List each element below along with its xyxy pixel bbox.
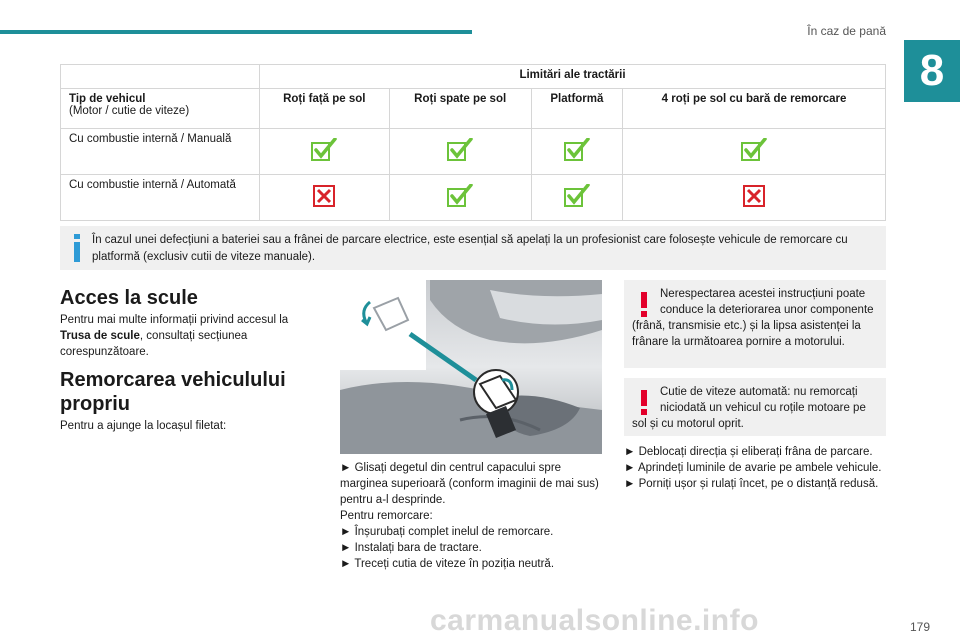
column-header: 4 roți pe sol cu bară de remorcare [623, 89, 886, 129]
step-text: ► Instalați bara de tractare. [340, 542, 482, 554]
tools-text: Pentru mai multe informații privind accesul la [60, 314, 289, 326]
mark-cell [623, 175, 886, 221]
warning-exclamation-icon [632, 286, 656, 318]
column-header: Platformă [531, 89, 622, 129]
check-icon [447, 184, 473, 208]
vehicle-type-label: Tip de vehicul [69, 93, 146, 105]
mark-cell [531, 129, 622, 175]
watermark: carmanualsonline.info [430, 604, 759, 637]
header-accent-bar [0, 30, 472, 34]
table-group-header: Limitări ale tractării [260, 65, 886, 89]
step-text: ► Înșurubați complet inelul de remorcare. [340, 526, 554, 538]
check-icon [311, 138, 337, 162]
cross-icon [743, 185, 765, 207]
mark-cell [260, 175, 390, 221]
step-text: Pentru remorcare: [340, 510, 433, 522]
vehicle-type-header [61, 89, 260, 129]
warning-text: Nerespectarea acestei instrucțiuni poate conduce la deteriorarea unor componente (frână, transmisie etc.) și la lipsa asistenței la frânare la următoarea pornire a motorului. [632, 288, 874, 348]
info-icon [72, 234, 82, 262]
warning-box [624, 378, 886, 436]
mark-cell [623, 129, 886, 175]
mark-cell [389, 175, 531, 221]
info-note-box [60, 226, 886, 270]
tools-heading: Acces la scule [60, 287, 198, 309]
tools-link-text: Trusa de scule [60, 330, 140, 342]
info-note-text: În cazul unei defecțiuni a bateriei sau a frânei de parcare electrice, este esențial să apelați la un profesionist care folosește vehicule de remorcare cu platformă (exclusiv cutii de viteze manuale). [92, 234, 848, 263]
section-title: În caz de pană [807, 24, 886, 38]
mark-cell [389, 129, 531, 175]
page-number: 179 [909, 620, 930, 634]
bumper-cover-illustration [340, 280, 602, 454]
check-icon [447, 138, 473, 162]
own-tow-heading: Remorcarea vehiculului propriu [60, 369, 286, 415]
step-text: ► Porniți ușor și rulați încet, pe o distanță redusă. [624, 478, 879, 490]
step-text: ► Glisați degetul din centrul capacului spre marginea superioară (conform imaginii de mai sus) pentru a-l desprinde. [340, 462, 599, 506]
right-steps [624, 444, 886, 492]
tools-paragraph [60, 312, 310, 360]
table-row [61, 129, 886, 175]
check-icon [741, 138, 767, 162]
empty-corner-cell [61, 65, 260, 89]
mark-cell [531, 175, 622, 221]
warning-box [624, 280, 886, 368]
chapter-number-tab: 8 [904, 40, 960, 102]
warning-text: Cutie de viteze automată: nu remorcați niciodată un vehicul cu roțile motoare pe sol și cu motorul oprit. [632, 386, 866, 430]
step-text: ► Deblocați direcția și eliberați frâna de parcare. [624, 446, 873, 458]
vehicle-type-sub: (Motor / cutie de viteze) [69, 105, 190, 117]
own-tow-paragraph: Pentru a ajunge la locașul filetat: [60, 420, 227, 432]
check-icon [564, 184, 590, 208]
mark-cell [260, 129, 390, 175]
step-text: ► Aprindeți luminile de avarie pe ambele vehicule. [624, 462, 882, 474]
tools-text-end: , consultați secțiunea corespunzătoare. [60, 330, 248, 358]
row-label: Cu combustie internă / Automată [61, 175, 260, 221]
column-header: Roți spate pe sol [389, 89, 531, 129]
cross-icon [313, 185, 335, 207]
step-text: ► Treceți cutia de viteze în poziția neutră. [340, 558, 555, 570]
row-label: Cu combustie internă / Manuală [61, 129, 260, 175]
column-header: Roți față pe sol [260, 89, 390, 129]
middle-steps [340, 460, 602, 572]
towing-limits-table [60, 64, 886, 221]
table-row [61, 175, 886, 221]
warning-exclamation-icon [632, 384, 656, 416]
check-icon [564, 138, 590, 162]
